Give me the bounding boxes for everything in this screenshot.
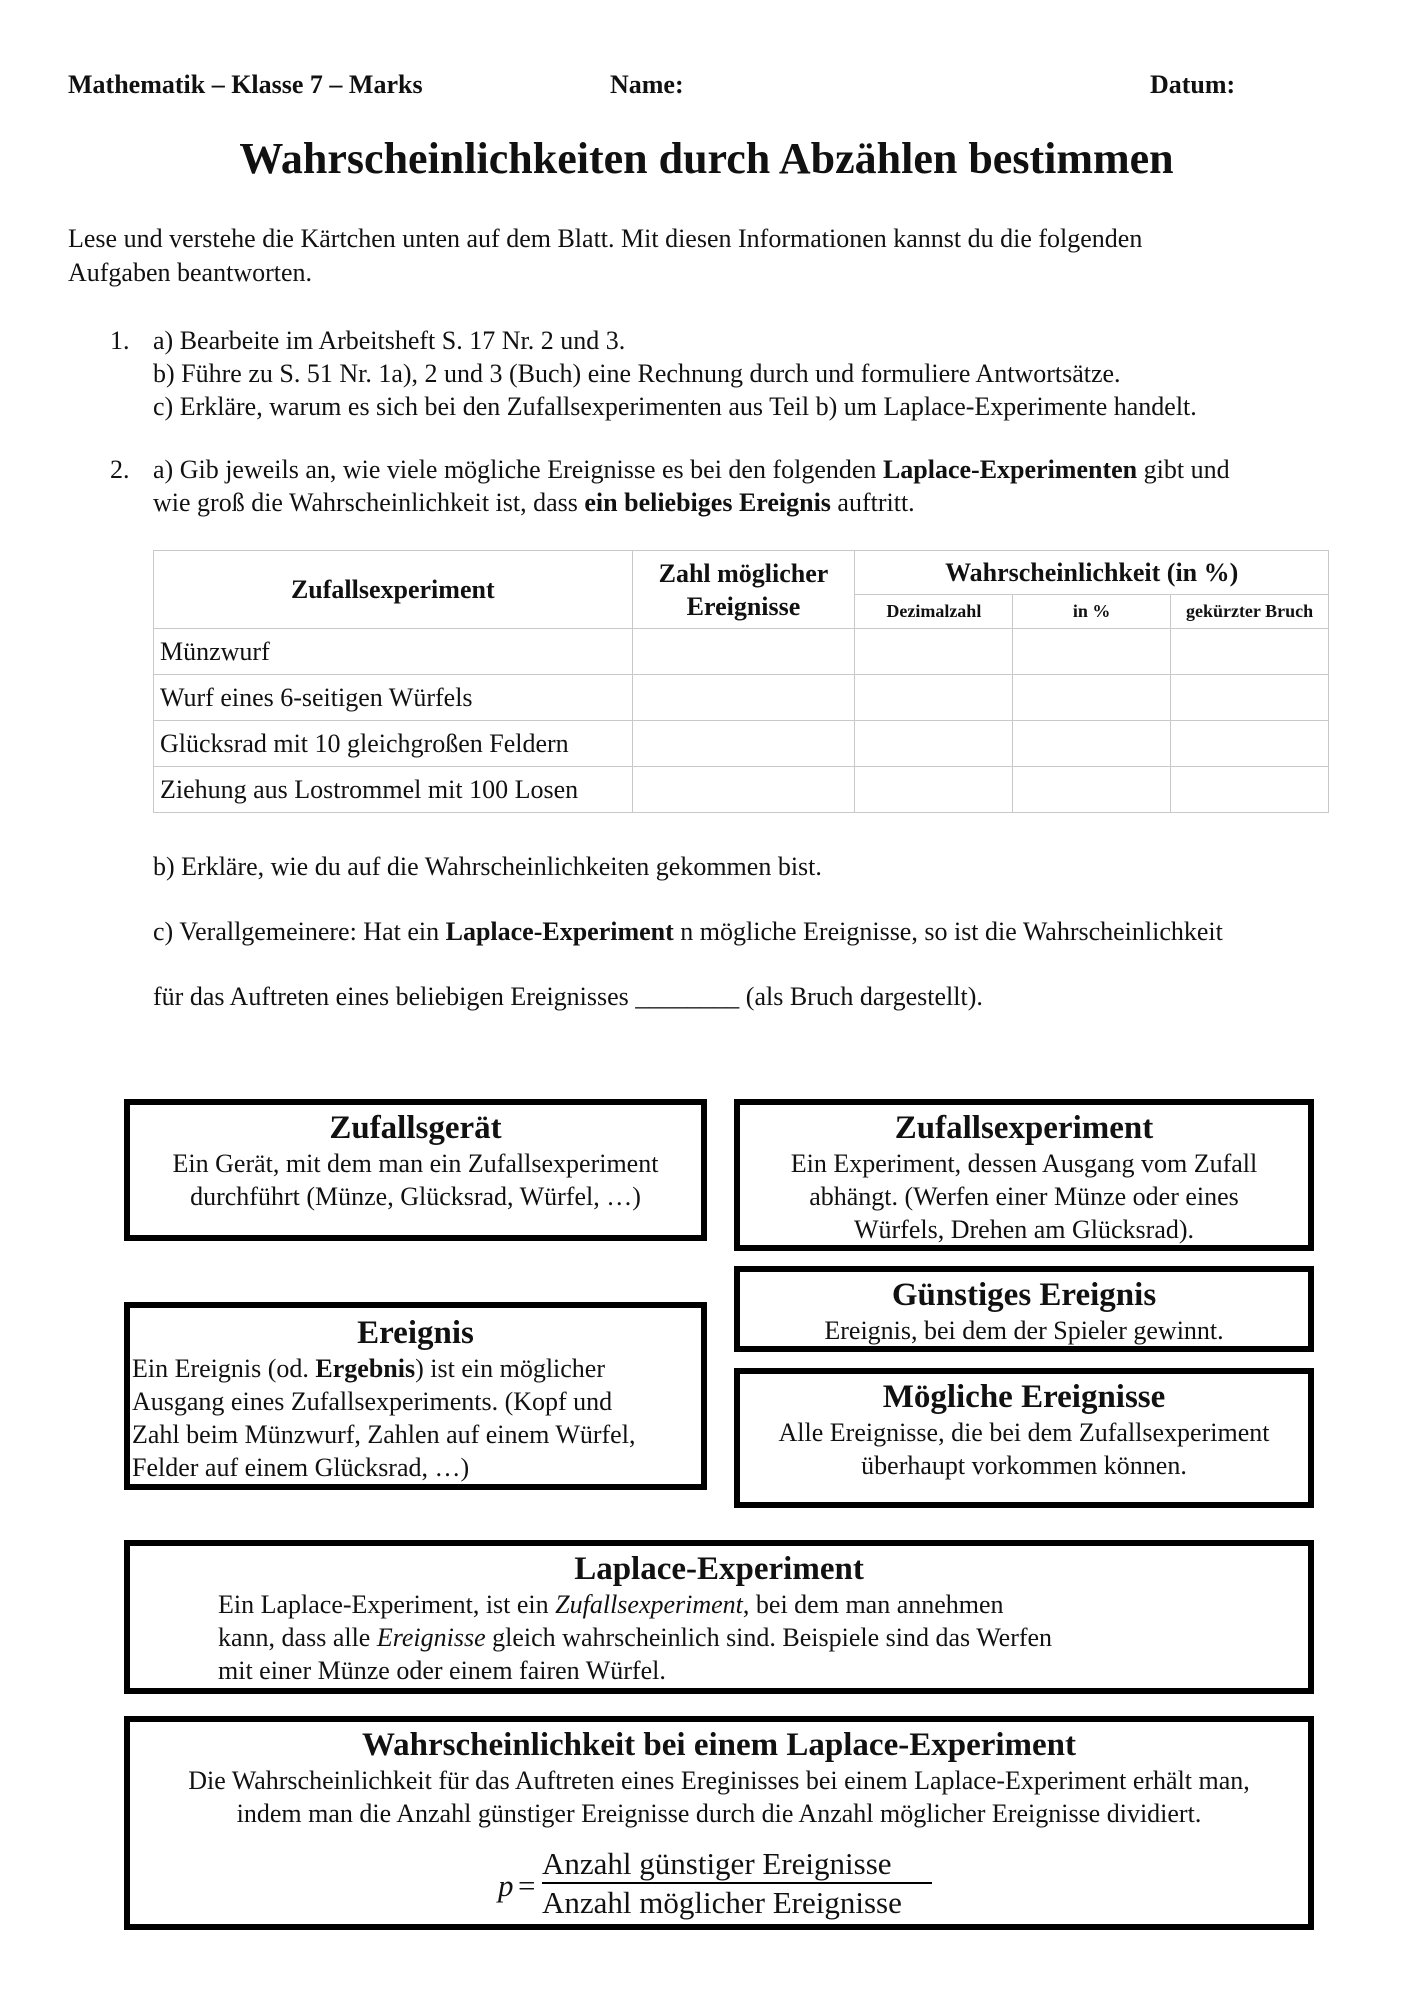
- formula-numerator: Anzahl günstiger Ereignisse: [542, 1846, 932, 1884]
- card-italic: Ereignisse: [376, 1623, 486, 1652]
- table-row: [154, 767, 1329, 813]
- card-text: ) ist ein möglicher: [415, 1354, 606, 1383]
- card-text: kann, dass alle: [218, 1623, 377, 1652]
- card-laplace-experiment: [124, 1540, 1314, 1694]
- task2-a-text: a) Gib jeweils an, wie viele mögliche Ereignisse es bei den folgenden: [153, 455, 883, 484]
- card-zufallsgeraet: [124, 1099, 707, 1241]
- card-ereignis: [124, 1302, 707, 1490]
- col-header-count: Zahl möglicher Ereignisse: [632, 551, 855, 629]
- card-line: Felder auf einem Glücksrad, …): [132, 1453, 470, 1482]
- card-line: überhaupt vorkommen können.: [861, 1451, 1187, 1480]
- card-line: indem man die Anzahl günstiger Ereignisse durch die Anzahl möglicher Ereignisse dividiert.: [236, 1799, 1202, 1828]
- card-title: Zufallsexperiment: [894, 1110, 1154, 1146]
- header-name-label: Name:: [610, 70, 684, 99]
- col-header-experiment: Zufallsexperiment: [154, 551, 633, 629]
- card-zufallsexperiment: [734, 1099, 1314, 1251]
- card-text: Ein Laplace-Experiment, ist ein: [218, 1590, 556, 1619]
- card-line: Alle Ereignisse, die bei dem Zufallsexperiment: [778, 1418, 1270, 1447]
- task2-c-text-end: n mögliche Ereignisse, so ist die Wahrscheinlichkeit: [673, 917, 1223, 946]
- table-row: [154, 629, 1329, 675]
- col-header-probability: Wahrscheinlichkeit (in %): [855, 551, 1329, 595]
- card-bold: Ergebnis: [315, 1354, 416, 1383]
- cell-count[interactable]: [632, 675, 855, 721]
- intro-text: [68, 222, 1348, 290]
- cell-decimal[interactable]: [855, 767, 1013, 813]
- cell-count[interactable]: [632, 767, 855, 813]
- card-title: Zufallsgerät: [329, 1110, 502, 1146]
- cell-decimal[interactable]: [855, 675, 1013, 721]
- task2-c-line2: für das Auftreten eines beliebigen Ereignisses ________ (als Bruch dargestellt).: [153, 982, 983, 1011]
- header-date-label: Datum:: [1150, 70, 1236, 99]
- card-guenstiges-ereignis: [734, 1266, 1314, 1352]
- card-title: Günstiges Ereignis: [891, 1277, 1157, 1313]
- task1-b: b) Führe zu S. 51 Nr. 1a), 2 und 3 (Buch) eine Rechnung durch und formuliere Antwortsätze.: [153, 359, 1121, 388]
- task2-a-line2-bold: ein beliebiges Ereignis: [584, 488, 831, 517]
- card-text: , bei dem man annehmen: [742, 1590, 1004, 1619]
- formula-fraction: [542, 1846, 932, 1922]
- card-line: [130, 1352, 701, 1385]
- task1-c: c) Erkläre, warum es sich bei den Zufallsexperimenten aus Teil b) um Laplace-Experimente handelt.: [153, 392, 1197, 421]
- card-line: abhängt. (Werfen einer Münze oder eines: [809, 1182, 1239, 1211]
- task2-a-line2: [153, 486, 1373, 519]
- cell-percent[interactable]: [1013, 767, 1171, 813]
- sub-header-percent: in %: [1013, 595, 1171, 629]
- card-line: Ein Gerät, mit dem man ein Zufallsexperiment: [172, 1149, 659, 1178]
- card-line: [130, 1621, 1308, 1654]
- card-text: Ein Ereignis (od.: [132, 1354, 316, 1383]
- task2-a-line2-text: wie groß die Wahrscheinlichkeit ist, dass: [153, 488, 585, 517]
- cell-fraction[interactable]: [1171, 629, 1329, 675]
- cell-count[interactable]: [632, 629, 855, 675]
- intro-line-1: Lese und verstehe die Kärtchen unten auf dem Blatt. Mit diesen Informationen kannst du die folgenden: [68, 224, 1143, 253]
- task2-a-line2-end: auftritt.: [830, 488, 915, 517]
- cell-percent[interactable]: [1013, 629, 1171, 675]
- card-line: [130, 1588, 1308, 1621]
- card-line: Ereignis, bei dem der Spieler gewinnt.: [824, 1316, 1224, 1345]
- task1-number: 1.: [110, 326, 130, 355]
- row-experiment: Ziehung aus Lostrommel mit 100 Losen: [154, 767, 633, 813]
- card-title: Wahrscheinlichkeit bei einem Laplace-Experiment: [361, 1727, 1077, 1763]
- cell-fraction[interactable]: [1171, 767, 1329, 813]
- cell-percent[interactable]: [1013, 675, 1171, 721]
- table-row: [154, 721, 1329, 767]
- cell-fraction[interactable]: [1171, 721, 1329, 767]
- cell-percent[interactable]: [1013, 721, 1171, 767]
- task2-number: 2.: [110, 455, 130, 484]
- card-line: durchführt (Münze, Glücksrad, Würfel, …): [190, 1182, 641, 1211]
- card-title: Laplace-Experiment: [574, 1551, 864, 1587]
- cell-count[interactable]: [632, 721, 855, 767]
- formula-denominator: Anzahl möglicher Ereignisse: [542, 1885, 902, 1920]
- sub-header-fraction: gekürzter Bruch: [1171, 595, 1329, 629]
- card-laplace-wahrscheinlichkeit: [124, 1716, 1314, 1930]
- card-line: Ein Experiment, dessen Ausgang vom Zufall: [790, 1149, 1258, 1178]
- row-experiment: Wurf eines 6-seitigen Würfels: [154, 675, 633, 721]
- card-moegliche-ereignisse: [734, 1368, 1314, 1508]
- card-title: Ereignis: [357, 1315, 474, 1351]
- experiment-table: [153, 550, 1329, 813]
- task2-a-bold: Laplace-Experimenten: [882, 455, 1138, 484]
- card-title: Mögliche Ereignisse: [882, 1379, 1166, 1415]
- page-title: Wahrscheinlichkeiten durch Abzählen bestimmen: [239, 134, 1174, 183]
- intro-line-2: Aufgaben beantworten.: [68, 258, 313, 287]
- row-experiment: Münzwurf: [154, 629, 633, 675]
- task1-a: a) Bearbeite im Arbeitsheft S. 17 Nr. 2 und 3.: [153, 326, 626, 355]
- table-row: [154, 675, 1329, 721]
- task2-c-text: c) Verallgemeinere: Hat ein: [153, 917, 446, 946]
- card-line: mit einer Münze oder einem fairen Würfel.: [218, 1656, 666, 1685]
- row-experiment: Glücksrad mit 10 gleichgroßen Feldern: [154, 721, 633, 767]
- task2-a-text-end: gibt und: [1137, 455, 1230, 484]
- card-text: gleich wahrscheinlich sind. Beispiele sind das Werfen: [485, 1623, 1053, 1652]
- task2-b: b) Erkläre, wie du auf die Wahrscheinlichkeiten gekommen bist.: [153, 852, 822, 881]
- formula-equals: =: [518, 1868, 536, 1903]
- task2-a-line1: [153, 453, 1373, 486]
- cell-decimal[interactable]: [855, 629, 1013, 675]
- task2-a: [153, 453, 1373, 519]
- cell-fraction[interactable]: [1171, 675, 1329, 721]
- card-italic: Zufallsexperiment: [555, 1590, 743, 1619]
- card-line: Zahl beim Münzwurf, Zahlen auf einem Würfel,: [132, 1420, 636, 1449]
- sub-header-decimal: Dezimalzahl: [855, 595, 1013, 629]
- header-course: Mathematik – Klasse 7 – Marks: [68, 70, 423, 99]
- cell-decimal[interactable]: [855, 721, 1013, 767]
- task2-c-bold: Laplace-Experiment: [445, 917, 674, 946]
- card-line: Würfels, Drehen am Glücksrad).: [853, 1215, 1195, 1244]
- formula-p: p: [498, 1868, 514, 1903]
- task2-c-line1: [153, 915, 1373, 948]
- card-line: Ausgang eines Zufallsexperiments. (Kopf und: [132, 1387, 613, 1416]
- card-line: Die Wahrscheinlichkeit für das Auftreten eines Ereginisses bei einem Laplace-Experiment erhält man,: [188, 1766, 1250, 1795]
- task1: [153, 324, 1353, 423]
